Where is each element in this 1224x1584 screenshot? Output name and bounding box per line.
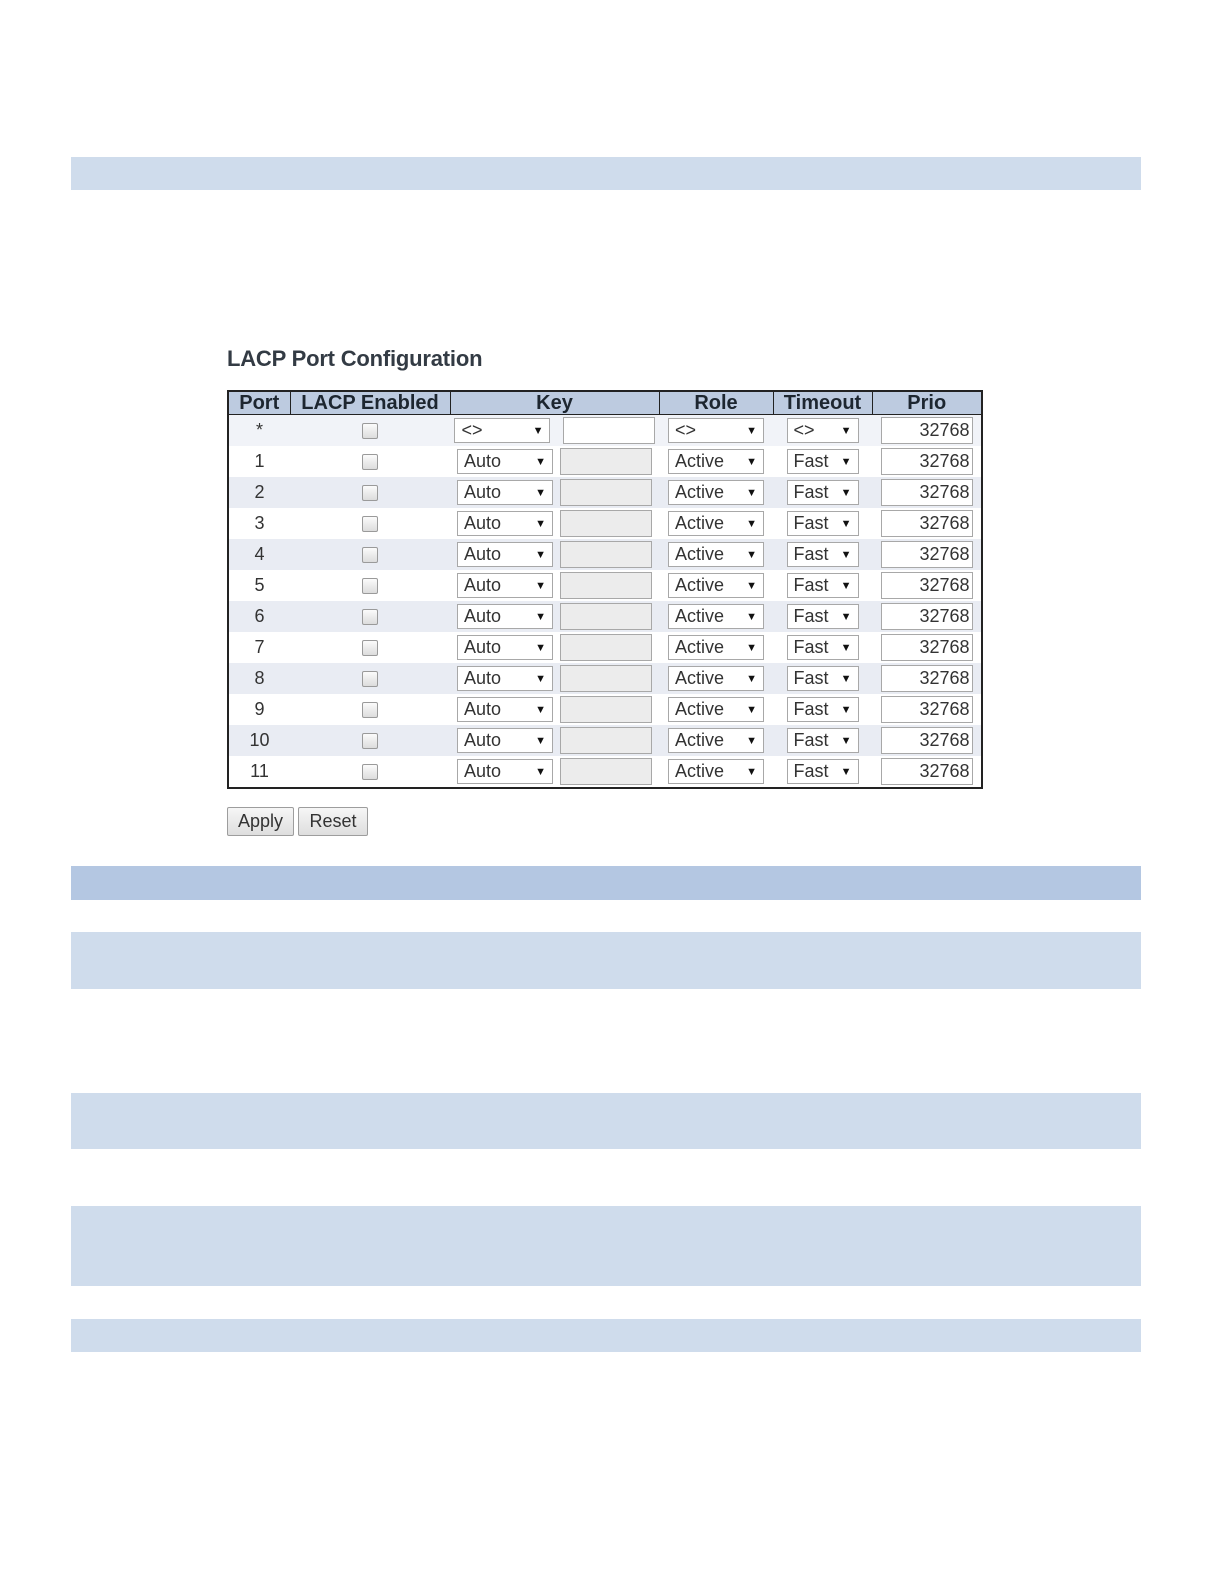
role-cell [659, 756, 773, 788]
timeout-select[interactable] [787, 418, 859, 443]
role-select[interactable] [668, 604, 764, 629]
lacp-enabled-cell [290, 415, 450, 447]
lacp-enabled-cell [290, 539, 450, 570]
lacp-enabled-checkbox[interactable] [362, 423, 378, 439]
dropdown-arrow-icon: ▼ [535, 486, 546, 499]
key-value-input[interactable] [560, 634, 652, 661]
section-band [71, 866, 1141, 900]
key-select[interactable] [457, 635, 553, 660]
role-cell [659, 632, 773, 663]
dropdown-arrow-icon: ▼ [746, 703, 757, 716]
prio-cell [872, 477, 982, 508]
header-band [71, 157, 1141, 190]
lacp-enabled-checkbox[interactable] [362, 702, 378, 718]
key-select-value: Auto [464, 482, 502, 502]
key-value-input[interactable] [560, 572, 652, 599]
role-cell [659, 694, 773, 725]
prio-cell [872, 415, 982, 447]
key-value-input[interactable] [560, 665, 652, 692]
role-select-value: Active [675, 513, 725, 533]
key-cell [450, 632, 659, 663]
timeout-select-value: Fast [793, 668, 829, 688]
prio-input[interactable]: 32768 [881, 727, 973, 754]
port-cell: 3 [228, 508, 290, 539]
key-cell [450, 725, 659, 756]
key-value-input[interactable] [563, 417, 655, 444]
lacp-enabled-checkbox[interactable] [362, 671, 378, 687]
lacp-enabled-checkbox[interactable] [362, 733, 378, 749]
role-select-value: Active [675, 668, 725, 688]
wildcard-row [228, 415, 982, 447]
table-row [228, 601, 982, 632]
timeout-cell [773, 570, 872, 601]
prio-input[interactable]: 32768 [881, 572, 973, 599]
role-select[interactable] [668, 542, 764, 567]
lacp-enabled-cell [290, 446, 450, 477]
dropdown-arrow-icon: ▼ [535, 579, 546, 592]
timeout-cell [773, 663, 872, 694]
prio-input[interactable]: 32768 [881, 603, 973, 630]
key-cell [450, 601, 659, 632]
prio-cell [872, 756, 982, 788]
dropdown-arrow-icon: ▼ [840, 486, 852, 499]
prio-input[interactable]: 32768 [881, 634, 973, 661]
table-row [228, 632, 982, 663]
table-row [228, 508, 982, 539]
role-select-value: Active [675, 730, 725, 750]
timeout-select-value: <> [793, 420, 815, 440]
role-cell [659, 446, 773, 477]
table-row [228, 539, 982, 570]
timeout-cell [773, 601, 872, 632]
dropdown-arrow-icon: ▼ [746, 672, 757, 685]
key-select[interactable] [457, 604, 553, 629]
key-cell [450, 570, 659, 601]
role-select-value: <> [675, 420, 697, 440]
timeout-cell [773, 539, 872, 570]
key-cell [450, 415, 659, 447]
key-select[interactable] [457, 542, 553, 567]
key-value-input[interactable] [560, 696, 652, 723]
key-cell [450, 477, 659, 508]
prio-cell [872, 694, 982, 725]
page-title: LACP Port Configuration [227, 346, 483, 371]
port-cell: 6 [228, 601, 290, 632]
dropdown-arrow-icon: ▼ [535, 672, 546, 685]
key-value-input[interactable] [560, 448, 652, 475]
timeout-select[interactable] [787, 480, 859, 505]
lacp-enabled-cell [290, 601, 450, 632]
timeout-cell [773, 725, 872, 756]
port-cell: * [228, 415, 290, 447]
table-row [228, 694, 982, 725]
dropdown-arrow-icon: ▼ [532, 424, 544, 437]
port-cell: 4 [228, 539, 290, 570]
dropdown-arrow-icon: ▼ [746, 765, 757, 778]
key-select-value: Auto [464, 761, 502, 781]
role-select[interactable] [668, 418, 764, 443]
role-select-value: Active [675, 482, 725, 502]
prio-input[interactable]: 32768 [881, 758, 973, 785]
role-select-value: Active [675, 544, 725, 564]
table-row [228, 663, 982, 694]
role-select[interactable] [668, 635, 764, 660]
column-header-key: Key [450, 391, 659, 415]
port-cell: 5 [228, 570, 290, 601]
lacp-enabled-checkbox[interactable] [362, 609, 378, 625]
timeout-select-value: Fast [793, 544, 829, 564]
table-row [228, 756, 982, 788]
timeout-cell [773, 508, 872, 539]
key-select-value: Auto [464, 699, 502, 719]
dropdown-arrow-icon: ▼ [746, 424, 757, 437]
key-select-value: Auto [464, 668, 502, 688]
key-select[interactable] [457, 480, 553, 505]
lacp-enabled-cell [290, 477, 450, 508]
prio-cell [872, 446, 982, 477]
timeout-select-value: Fast [793, 482, 829, 502]
key-value-input[interactable] [560, 727, 652, 754]
timeout-select[interactable] [787, 697, 859, 722]
key-cell [450, 694, 659, 725]
key-value-input[interactable] [560, 541, 652, 568]
lacp-enabled-cell [290, 756, 450, 788]
lacp-enabled-cell [290, 632, 450, 663]
lacp-enabled-cell [290, 725, 450, 756]
dropdown-arrow-icon: ▼ [840, 455, 852, 468]
role-select[interactable] [668, 728, 764, 753]
timeout-select-value: Fast [793, 699, 829, 719]
prio-input[interactable]: 32768 [881, 696, 973, 723]
key-select-value: Auto [464, 730, 502, 750]
timeout-select-value: Fast [793, 730, 829, 750]
key-select-value: Auto [464, 544, 502, 564]
key-select[interactable] [457, 697, 553, 722]
key-value-input[interactable] [560, 510, 652, 537]
key-select-value: Auto [464, 451, 502, 471]
prio-input[interactable]: 32768 [881, 541, 973, 568]
role-select[interactable] [668, 511, 764, 536]
lacp-enabled-checkbox[interactable] [362, 485, 378, 501]
column-header-prio: Prio [872, 391, 982, 415]
port-cell: 10 [228, 725, 290, 756]
prio-input[interactable]: 32768 [881, 417, 973, 444]
prio-cell [872, 632, 982, 663]
timeout-select[interactable] [787, 573, 859, 598]
timeout-select[interactable] [787, 449, 859, 474]
role-cell [659, 725, 773, 756]
dropdown-arrow-icon: ▼ [746, 579, 757, 592]
dropdown-arrow-icon: ▼ [746, 486, 757, 499]
role-cell [659, 539, 773, 570]
timeout-cell [773, 694, 872, 725]
lacp-enabled-checkbox[interactable] [362, 454, 378, 470]
section-band [71, 1093, 1141, 1149]
lacp-enabled-checkbox[interactable] [362, 578, 378, 594]
role-select-value: Active [675, 637, 725, 657]
key-cell [450, 756, 659, 788]
timeout-select-value: Fast [793, 637, 829, 657]
dropdown-arrow-icon: ▼ [840, 703, 852, 716]
role-select[interactable] [668, 697, 764, 722]
column-header-timeout: Timeout [773, 391, 872, 415]
timeout-select[interactable] [787, 728, 859, 753]
dropdown-arrow-icon: ▼ [840, 641, 852, 654]
lacp-enabled-checkbox[interactable] [362, 640, 378, 656]
timeout-cell [773, 477, 872, 508]
role-select-value: Active [675, 761, 725, 781]
key-select-value: <> [461, 420, 483, 440]
dropdown-arrow-icon: ▼ [840, 610, 852, 623]
lacp-enabled-checkbox[interactable] [362, 547, 378, 563]
dropdown-arrow-icon: ▼ [535, 734, 546, 747]
port-cell: 11 [228, 756, 290, 788]
apply-button[interactable]: Apply [227, 807, 294, 836]
dropdown-arrow-icon: ▼ [535, 765, 546, 778]
role-select-value: Active [675, 575, 725, 595]
key-cell [450, 539, 659, 570]
timeout-select[interactable] [787, 759, 859, 784]
table-row [228, 570, 982, 601]
timeout-select[interactable] [787, 511, 859, 536]
dropdown-arrow-icon: ▼ [535, 455, 546, 468]
key-select[interactable] [454, 418, 550, 443]
dropdown-arrow-icon: ▼ [535, 548, 546, 561]
timeout-select-value: Fast [793, 451, 829, 471]
prio-cell [872, 601, 982, 632]
role-select-value: Active [675, 451, 725, 471]
key-select-value: Auto [464, 575, 502, 595]
dropdown-arrow-icon: ▼ [535, 641, 546, 654]
dropdown-arrow-icon: ▼ [535, 703, 546, 716]
column-header-port: Port [228, 391, 290, 415]
lacp-enabled-checkbox[interactable] [362, 516, 378, 532]
prio-cell [872, 508, 982, 539]
dropdown-arrow-icon: ▼ [746, 548, 757, 561]
dropdown-arrow-icon: ▼ [746, 517, 757, 530]
timeout-select[interactable] [787, 666, 859, 691]
section-band [71, 932, 1141, 989]
prio-cell [872, 663, 982, 694]
key-cell [450, 446, 659, 477]
table-row [228, 446, 982, 477]
dropdown-arrow-icon: ▼ [840, 672, 852, 685]
timeout-cell [773, 415, 872, 447]
port-cell: 1 [228, 446, 290, 477]
dropdown-arrow-icon: ▼ [535, 517, 546, 530]
timeout-select-value: Fast [793, 575, 829, 595]
key-select[interactable] [457, 666, 553, 691]
prio-input[interactable]: 32768 [881, 479, 973, 506]
prio-input[interactable]: 32768 [881, 510, 973, 537]
prio-cell [872, 725, 982, 756]
key-select[interactable] [457, 573, 553, 598]
lacp-enabled-cell [290, 508, 450, 539]
table-row [228, 477, 982, 508]
timeout-cell [773, 632, 872, 663]
key-select-value: Auto [464, 513, 502, 533]
role-cell [659, 663, 773, 694]
reset-button[interactable]: Reset [298, 807, 368, 836]
role-cell [659, 415, 773, 447]
dropdown-arrow-icon: ▼ [535, 610, 546, 623]
section-band [71, 1319, 1141, 1352]
lacp-port-table [227, 390, 983, 789]
role-cell [659, 508, 773, 539]
prio-input[interactable]: 32768 [881, 665, 973, 692]
timeout-cell [773, 446, 872, 477]
lacp-enabled-cell [290, 570, 450, 601]
table-header-row [228, 391, 982, 415]
key-value-input[interactable] [560, 603, 652, 630]
dropdown-arrow-icon: ▼ [840, 765, 852, 778]
key-select[interactable] [457, 449, 553, 474]
role-select[interactable] [668, 573, 764, 598]
key-select-value: Auto [464, 637, 502, 657]
key-value-input[interactable] [560, 758, 652, 785]
role-select-value: Active [675, 699, 725, 719]
timeout-select[interactable] [787, 542, 859, 567]
dropdown-arrow-icon: ▼ [840, 579, 852, 592]
role-cell [659, 477, 773, 508]
role-select[interactable] [668, 759, 764, 784]
role-select-value: Active [675, 606, 725, 626]
prio-cell [872, 539, 982, 570]
dropdown-arrow-icon: ▼ [746, 455, 757, 468]
dropdown-arrow-icon: ▼ [840, 548, 852, 561]
lacp-enabled-cell [290, 694, 450, 725]
column-header-role: Role [659, 391, 773, 415]
dropdown-arrow-icon: ▼ [746, 734, 757, 747]
timeout-select-value: Fast [793, 761, 829, 781]
key-select[interactable] [457, 728, 553, 753]
prio-cell [872, 570, 982, 601]
dropdown-arrow-icon: ▼ [840, 424, 852, 437]
role-cell [659, 601, 773, 632]
key-select[interactable] [457, 511, 553, 536]
timeout-select-value: Fast [793, 606, 829, 626]
role-select[interactable] [668, 666, 764, 691]
timeout-select[interactable] [787, 604, 859, 629]
key-select-value: Auto [464, 606, 502, 626]
lacp-enabled-checkbox[interactable] [362, 764, 378, 780]
port-cell: 7 [228, 632, 290, 663]
timeout-select[interactable] [787, 635, 859, 660]
dropdown-arrow-icon: ▼ [746, 641, 757, 654]
port-cell: 2 [228, 477, 290, 508]
key-cell [450, 663, 659, 694]
lacp-enabled-cell [290, 663, 450, 694]
port-cell: 8 [228, 663, 290, 694]
prio-input[interactable]: 32768 [881, 448, 973, 475]
dropdown-arrow-icon: ▼ [840, 517, 852, 530]
dropdown-arrow-icon: ▼ [840, 734, 852, 747]
port-cell: 9 [228, 694, 290, 725]
timeout-select-value: Fast [793, 513, 829, 533]
column-header-lacp-enabled: LACP Enabled [290, 391, 450, 415]
key-value-input[interactable] [560, 479, 652, 506]
key-select[interactable] [457, 759, 553, 784]
role-select[interactable] [668, 449, 764, 474]
section-band [71, 1206, 1141, 1286]
role-select[interactable] [668, 480, 764, 505]
table-row [228, 725, 982, 756]
timeout-cell [773, 756, 872, 788]
key-cell [450, 508, 659, 539]
dropdown-arrow-icon: ▼ [746, 610, 757, 623]
role-cell [659, 570, 773, 601]
